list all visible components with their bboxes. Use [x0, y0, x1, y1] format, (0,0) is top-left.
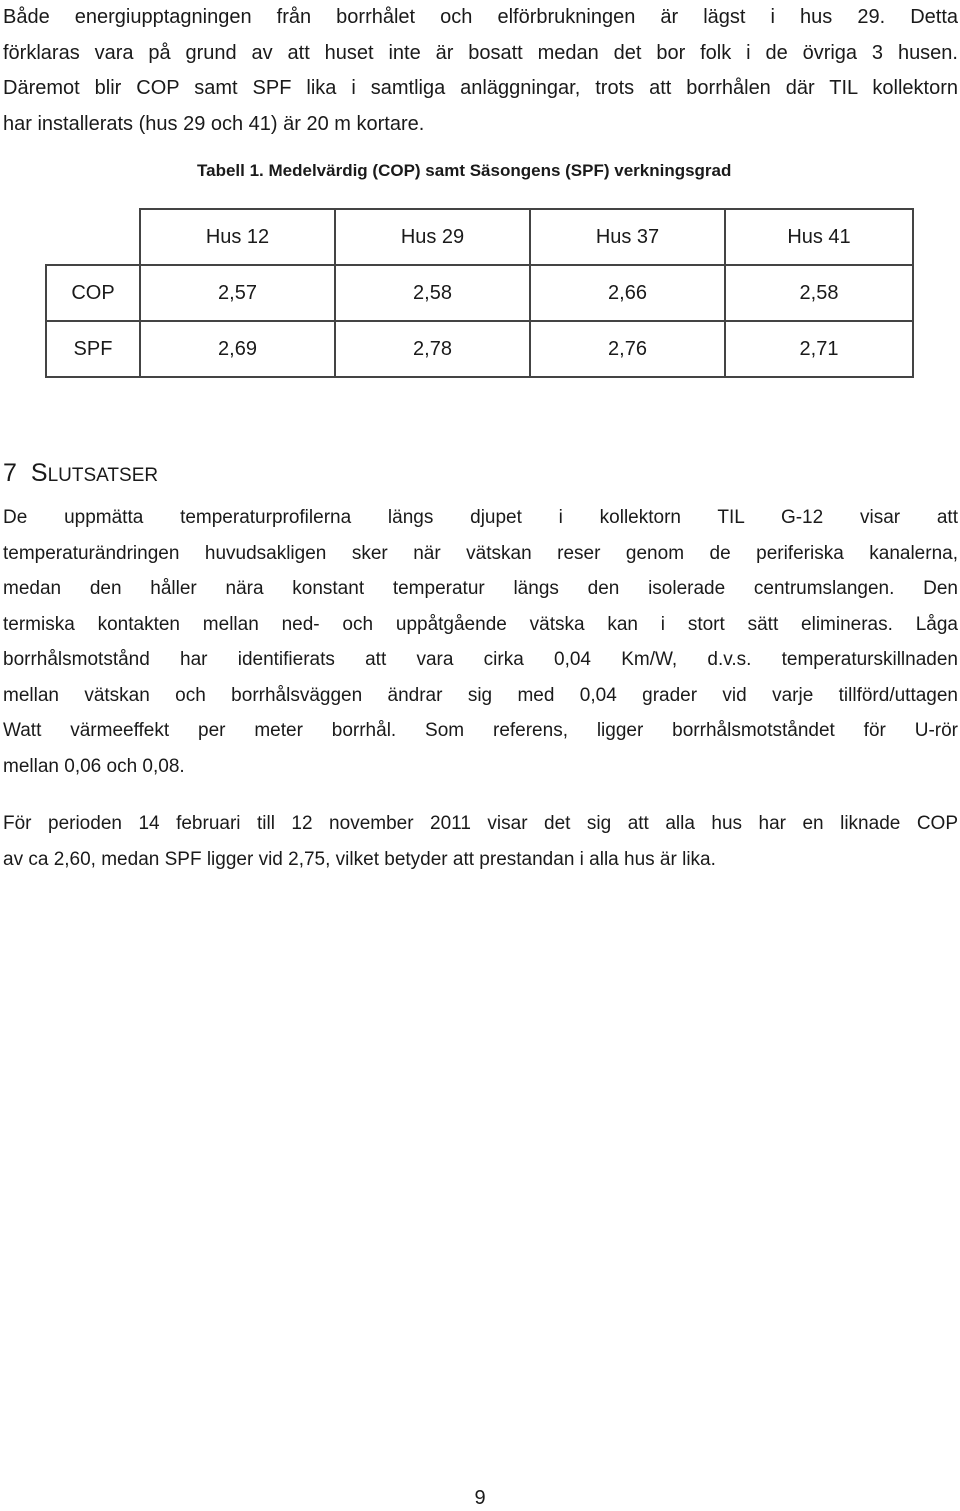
table-header-row: [46, 209, 913, 265]
intro-line: har installerats (hus 29 och 41) är 20 m kortare.: [3, 112, 425, 135]
table-cell: 2,71: [725, 321, 913, 377]
paragraph-line: Watt värmeeffekt per meter borrhål. Som referens, ligger borrhålsmotståndet för U-rör: [3, 720, 958, 741]
paragraph-line: De uppmätta temperaturprofilerna längs djupet i kollektorn TIL G-12 visar att: [3, 507, 958, 528]
intro-paragraph: [3, 0, 958, 142]
table-row: [46, 321, 913, 377]
intro-line: Däremot blir COP samt SPF lika i samtliga anläggningar, trots att borrhålen där TIL kollektorn: [3, 77, 958, 99]
table-caption: [197, 159, 731, 183]
conclusion-paragraph: [3, 500, 958, 784]
table-caption-text: Medelvärdig (COP) samt Säsongens (SPF) verkningsgrad: [268, 161, 732, 180]
column-header: Hus 29: [335, 209, 530, 265]
column-header: Hus 37: [530, 209, 725, 265]
table-cell: 2,57: [140, 265, 335, 321]
paragraph-line: mellan vätskan och borrhålsväggen ändrar sig med 0,04 grader vid varje tillförd/uttagen: [3, 684, 958, 706]
table-caption-label: Tabell 1.: [197, 161, 264, 180]
section-heading: [3, 456, 158, 493]
paragraph-line: temperaturändringen huvudsakligen sker när vätskan reser genom de periferiska kanalerna,: [3, 542, 958, 564]
row-label: COP: [46, 265, 140, 321]
paragraph-line: För perioden 14 februari till 12 november 2011 visar det sig att alla hus har en liknade COP: [3, 813, 958, 834]
table-cell: 2,58: [335, 265, 530, 321]
table-corner-cell: [46, 209, 140, 265]
table-row: [46, 265, 913, 321]
column-header: Hus 12: [140, 209, 335, 265]
paragraph-line: medan den håller nära konstant temperatur längs den isolerade centrumslangen. Den: [3, 578, 958, 599]
paragraph-line: borrhålsmotstånd har identifierats att vara cirka 0,04 Km/W, d.v.s. temperaturskillnaden: [3, 649, 958, 670]
section-title-initial: S: [30, 459, 48, 487]
table-cell: 2,66: [530, 265, 725, 321]
page-number: 9: [474, 1487, 486, 1509]
results-table: [45, 208, 914, 378]
intro-line: Både energiupptagningen från borrhålet och elförbrukningen är lägst i hus 29. Detta: [3, 6, 958, 28]
table-cell: 2,78: [335, 321, 530, 377]
paragraph-line: av ca 2,60, medan SPF ligger vid 2,75, vilket betyder att prestandan i alla hus är lika.: [3, 848, 716, 870]
table-cell: 2,69: [140, 321, 335, 377]
section-title-rest: LUTSATSER: [47, 465, 159, 486]
row-label: SPF: [46, 321, 140, 377]
column-header: Hus 41: [725, 209, 913, 265]
table-cell: 2,58: [725, 265, 913, 321]
section-number: 7: [3, 459, 17, 487]
paragraph-line: termiska kontakten mellan ned- och uppåtgående vätska kan i stort sätt elimineras. Låga: [3, 613, 958, 635]
paragraph-line: mellan 0,06 och 0,08.: [3, 755, 185, 777]
intro-line: förklaras vara på grund av att huset inte är bosatt medan det bor folk i de övriga 3 husen.: [3, 41, 958, 64]
summary-paragraph: [3, 806, 958, 877]
table-cell: 2,76: [530, 321, 725, 377]
